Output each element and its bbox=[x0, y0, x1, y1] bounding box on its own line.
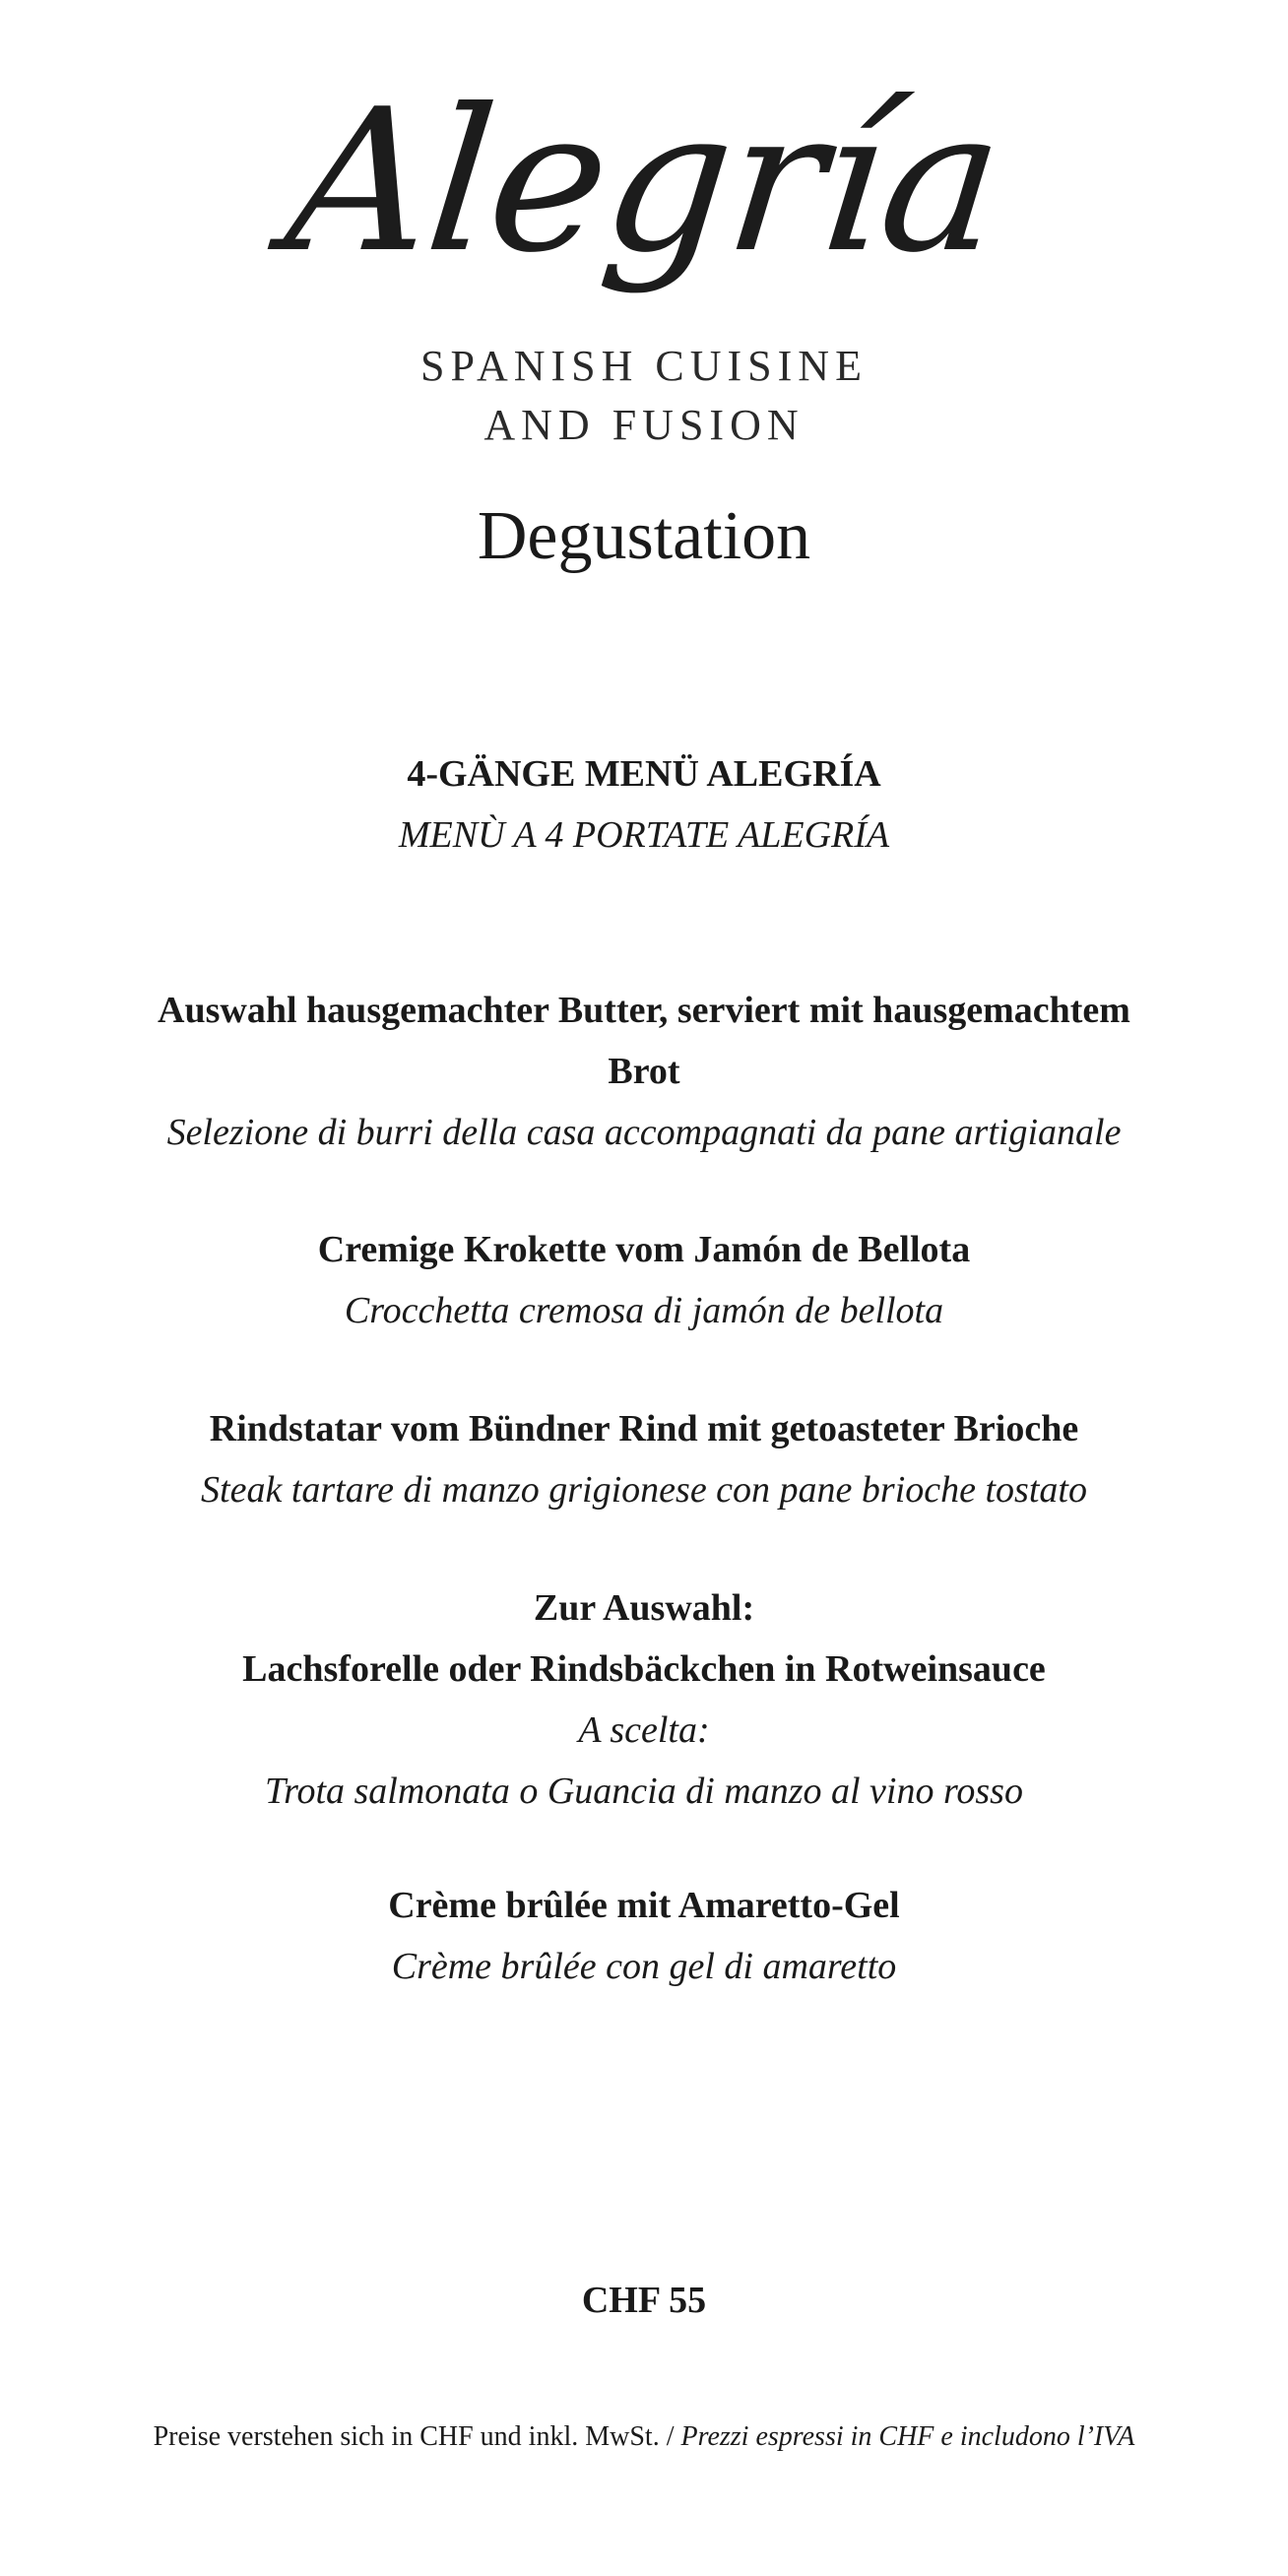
course-2 bbox=[89, 1219, 1199, 1341]
restaurant-logo bbox=[0, 67, 1288, 296]
course-4 bbox=[89, 1578, 1199, 1822]
page-title: Degustation bbox=[477, 498, 811, 574]
course-1-de-line1: Auswahl hausgemachter Butter, serviert mit hausgemachtem bbox=[158, 990, 1130, 1031]
logo-subtitle-line1: SPANISH CUISINE bbox=[420, 342, 868, 390]
price-note-it: Prezzi espressi in CHF e includono l’IVA bbox=[680, 2421, 1135, 2452]
course-5 bbox=[89, 1875, 1199, 1997]
course-4-de-line2: Lachsforelle oder Rindsbäckchen in Rotweinsauce bbox=[242, 1648, 1046, 1690]
course-5-it: Crème brûlée con gel di amaretto bbox=[391, 1946, 897, 1987]
course-1-it: Selezione di burri della casa accompagnati da pane artigianale bbox=[166, 1112, 1122, 1153]
menu-heading-it: MENÙ A 4 PORTATE ALEGRÍA bbox=[398, 814, 890, 856]
menu-heading-de: 4-GÄNGE MENÜ ALEGRÍA bbox=[407, 753, 881, 795]
course-3 bbox=[89, 1398, 1199, 1520]
logo-subtitle bbox=[0, 337, 1288, 455]
price-note bbox=[0, 2417, 1288, 2457]
menu-price: CHF 55 bbox=[581, 2280, 707, 2321]
course-3-de: Rindstatar vom Bündner Rind mit getoasteter Brioche bbox=[209, 1408, 1079, 1449]
course-4-it-line1: A scelta: bbox=[578, 1709, 710, 1751]
course-1-de-line2: Brot bbox=[608, 1051, 680, 1092]
course-2-de: Cremige Krokette vom Jamón de Bellota bbox=[317, 1229, 971, 1270]
course-4-it-line2: Trota salmonata o Guancia di manzo al vino rosso bbox=[265, 1771, 1023, 1812]
course-3-it: Steak tartare di manzo grigionese con pane brioche tostato bbox=[201, 1469, 1087, 1511]
menu-heading bbox=[0, 743, 1288, 866]
price-note-de: Preise verstehen sich in CHF und inkl. MwSt. / bbox=[153, 2421, 681, 2452]
course-4-de-line1: Zur Auswahl: bbox=[533, 1587, 755, 1629]
logo-wordmark: Alegría bbox=[278, 67, 1011, 296]
course-2-it: Crocchetta cremosa di jamón de bellota bbox=[344, 1290, 944, 1331]
logo-subtitle-line2: AND FUSION bbox=[483, 401, 805, 449]
course-5-de: Crème brûlée mit Amaretto-Gel bbox=[388, 1885, 900, 1926]
course-1 bbox=[89, 980, 1199, 1163]
